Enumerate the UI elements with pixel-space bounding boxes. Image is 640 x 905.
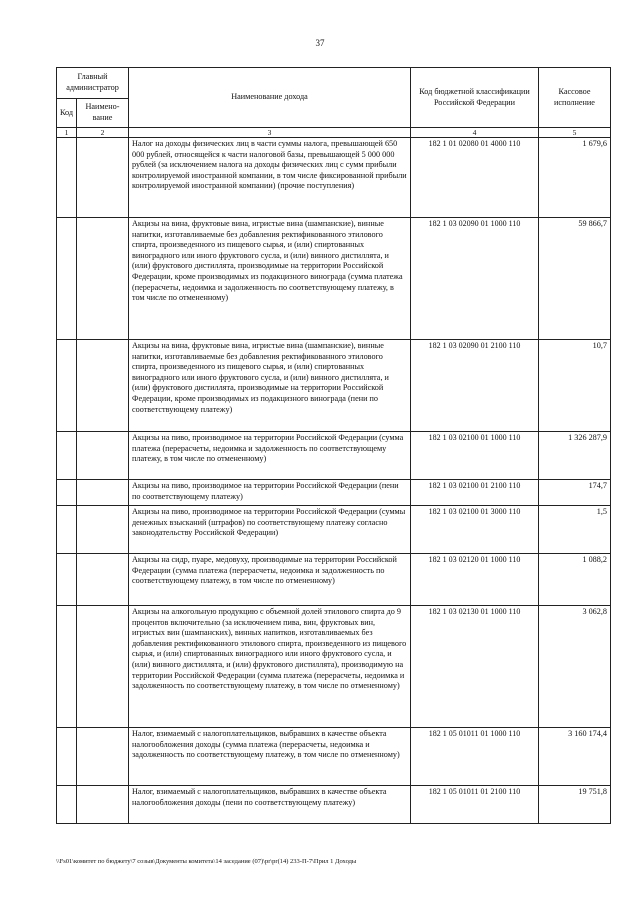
- row-income-name: Акцизы на пиво, производимое на территории Российской Федерации (сумма платежа (перерасчеты, недоимка и задолженность по соответствующему платежу, в том числе по отмененному): [129, 432, 411, 480]
- row-code: [57, 606, 77, 728]
- table-row: [57, 432, 611, 480]
- column-number: 4: [411, 128, 539, 138]
- admin-group-header: Главный администратор: [57, 68, 129, 99]
- row-amount: 3 062,8: [539, 606, 611, 728]
- row-income-name: Акцизы на вина, фруктовые вина, игристые вина (шампанские), винные напитки, изготавливаемые без добавления ректификованного этилового спирта, произведенного из пищевого сырья, и (или) спиртованных виноградного или иного фруктового сусла, и (или) винного дистиллята, и (или) фруктового дистиллята, производимые на территории Российской Федерации, кроме производимых из подакцизного винограда (сумма платежа (перерасчеты, недоимка и задолженность по соответствующему платежу, в том числе по отмененному): [129, 218, 411, 340]
- table-row: [57, 218, 611, 340]
- row-admin-name: [77, 340, 129, 432]
- row-kbk: 182 1 03 02100 01 2100 110: [411, 480, 539, 506]
- row-admin-name: [77, 480, 129, 506]
- income-table: [56, 67, 611, 824]
- kbk-header: Код бюджетной классификации Российской Федерации: [411, 68, 539, 128]
- row-kbk: 182 1 03 02100 01 3000 110: [411, 506, 539, 554]
- column-number: 5: [539, 128, 611, 138]
- code-header: Код: [57, 99, 77, 128]
- row-kbk: 182 1 05 01011 01 1000 110: [411, 728, 539, 786]
- row-code: [57, 340, 77, 432]
- column-number-row: [57, 128, 611, 138]
- row-amount: 19 751,8: [539, 786, 611, 824]
- row-income-name: Акцизы на алкогольную продукцию с объемной долей этилового спирта до 9 процентов включительно (за исключением пива, вин, фруктовых вин, игристых вин (шампанских), винных напитков, изготавливаемых без добавления ректификованного этилового спирта, произведенного из пищевого сырья, и (или) спиртованных виноградного или иного фруктового сусла, и (или) винного дистиллята, и (или) фруктового дистиллята), производимую на территории Российской Федерации (сумма платежа (перерасчеты, недоимка и задолженность по соответствующему платежу, в том числе по отмененному): [129, 606, 411, 728]
- row-kbk: 182 1 03 02120 01 1000 110: [411, 554, 539, 606]
- table-row: [57, 606, 611, 728]
- row-admin-name: [77, 506, 129, 554]
- column-number: 1: [57, 128, 77, 138]
- row-admin-name: [77, 606, 129, 728]
- row-amount: 1 679,6: [539, 138, 611, 218]
- row-admin-name: [77, 432, 129, 480]
- row-code: [57, 728, 77, 786]
- table-row: [57, 480, 611, 506]
- row-kbk: 182 1 03 02090 01 1000 110: [411, 218, 539, 340]
- row-kbk: 182 1 03 02130 01 1000 110: [411, 606, 539, 728]
- row-income-name: Акцизы на пиво, производимое на территории Российской Федерации (пени по соответствующему платежу): [129, 480, 411, 506]
- column-number: 2: [77, 128, 129, 138]
- row-income-name: Акцизы на сидр, пуаре, медовуху, производимые на территории Российской Федерации (сумма платежа (перерасчеты, недоимка и задолженность по соответствующему платежу, в том числе по отмененному): [129, 554, 411, 606]
- row-amount: 59 866,7: [539, 218, 611, 340]
- row-kbk: 182 1 05 01011 01 2100 110: [411, 786, 539, 824]
- table-row: [57, 786, 611, 824]
- row-amount: 3 160 174,4: [539, 728, 611, 786]
- column-number: 3: [129, 128, 411, 138]
- row-admin-name: [77, 218, 129, 340]
- row-admin-name: [77, 138, 129, 218]
- row-amount: 1 326 287,9: [539, 432, 611, 480]
- table-row: [57, 340, 611, 432]
- table-row: [57, 138, 611, 218]
- row-amount: 1,5: [539, 506, 611, 554]
- row-code: [57, 554, 77, 606]
- row-code: [57, 786, 77, 824]
- income-name-header: Наименование дохода: [129, 68, 411, 128]
- row-amount: 10,7: [539, 340, 611, 432]
- row-income-name: Акцизы на пиво, производимое на территории Российской Федерации (суммы денежных взысканий (штрафов) по соответствующему платежу согласно законодательству Российской Федерации): [129, 506, 411, 554]
- table-row: [57, 506, 611, 554]
- row-kbk: 182 1 01 02080 01 4000 110: [411, 138, 539, 218]
- execution-header: Кассовое исполнение: [539, 68, 611, 128]
- row-admin-name: [77, 728, 129, 786]
- row-code: [57, 138, 77, 218]
- row-admin-name: [77, 554, 129, 606]
- row-income-name: Налог, взимаемый с налогоплательщиков, выбравших в качестве объекта налогообложения доходы (пени по соответствующему платежу): [129, 786, 411, 824]
- name-header: Наимено-вание: [77, 99, 129, 128]
- footer-file-path: \\Fs01\комитет по бюджету\7 созыв\Документы комитета\14 заседание (07)\pr\pr(14) 233-П-7\Прил 1 Доходы: [56, 858, 357, 865]
- row-code: [57, 432, 77, 480]
- row-income-name: Налог на доходы физических лиц в части суммы налога, превышающей 650 000 рублей, относящейся к части налоговой базы, превышающей 5 000 000 рублей (за исключением налога на доходы физических лиц с сумм прибыли контролируемой иностранной компании, в том числе фиксированной прибыли контролируемой иностранной компании) (прочие поступления): [129, 138, 411, 218]
- page-number: 37: [315, 38, 325, 48]
- row-admin-name: [77, 786, 129, 824]
- row-income-name: Акцизы на вина, фруктовые вина, игристые вина (шампанские), винные напитки, изготавливаемые без добавления ректификованного этилового спирта, произведенного из пищевого сырья, и (или) спиртованных виноградного или иного фруктового сусла, и (или) винного дистиллята, и (или) фруктового дистиллята, производимые на территории Российской Федерации, кроме производимых из подакцизного винограда (пени по соответствующему платежу): [129, 340, 411, 432]
- row-amount: 174,7: [539, 480, 611, 506]
- row-code: [57, 218, 77, 340]
- row-income-name: Налог, взимаемый с налогоплательщиков, выбравших в качестве объекта налогообложения доходы (сумма платежа (перерасчеты, недоимка и задолженность по соответствующему платежу, в том числе по отмененному): [129, 728, 411, 786]
- table-row: [57, 554, 611, 606]
- table-row: [57, 728, 611, 786]
- row-amount: 1 088,2: [539, 554, 611, 606]
- row-kbk: 182 1 03 02100 01 1000 110: [411, 432, 539, 480]
- row-code: [57, 506, 77, 554]
- header-row: [57, 68, 611, 99]
- row-kbk: 182 1 03 02090 01 2100 110: [411, 340, 539, 432]
- row-code: [57, 480, 77, 506]
